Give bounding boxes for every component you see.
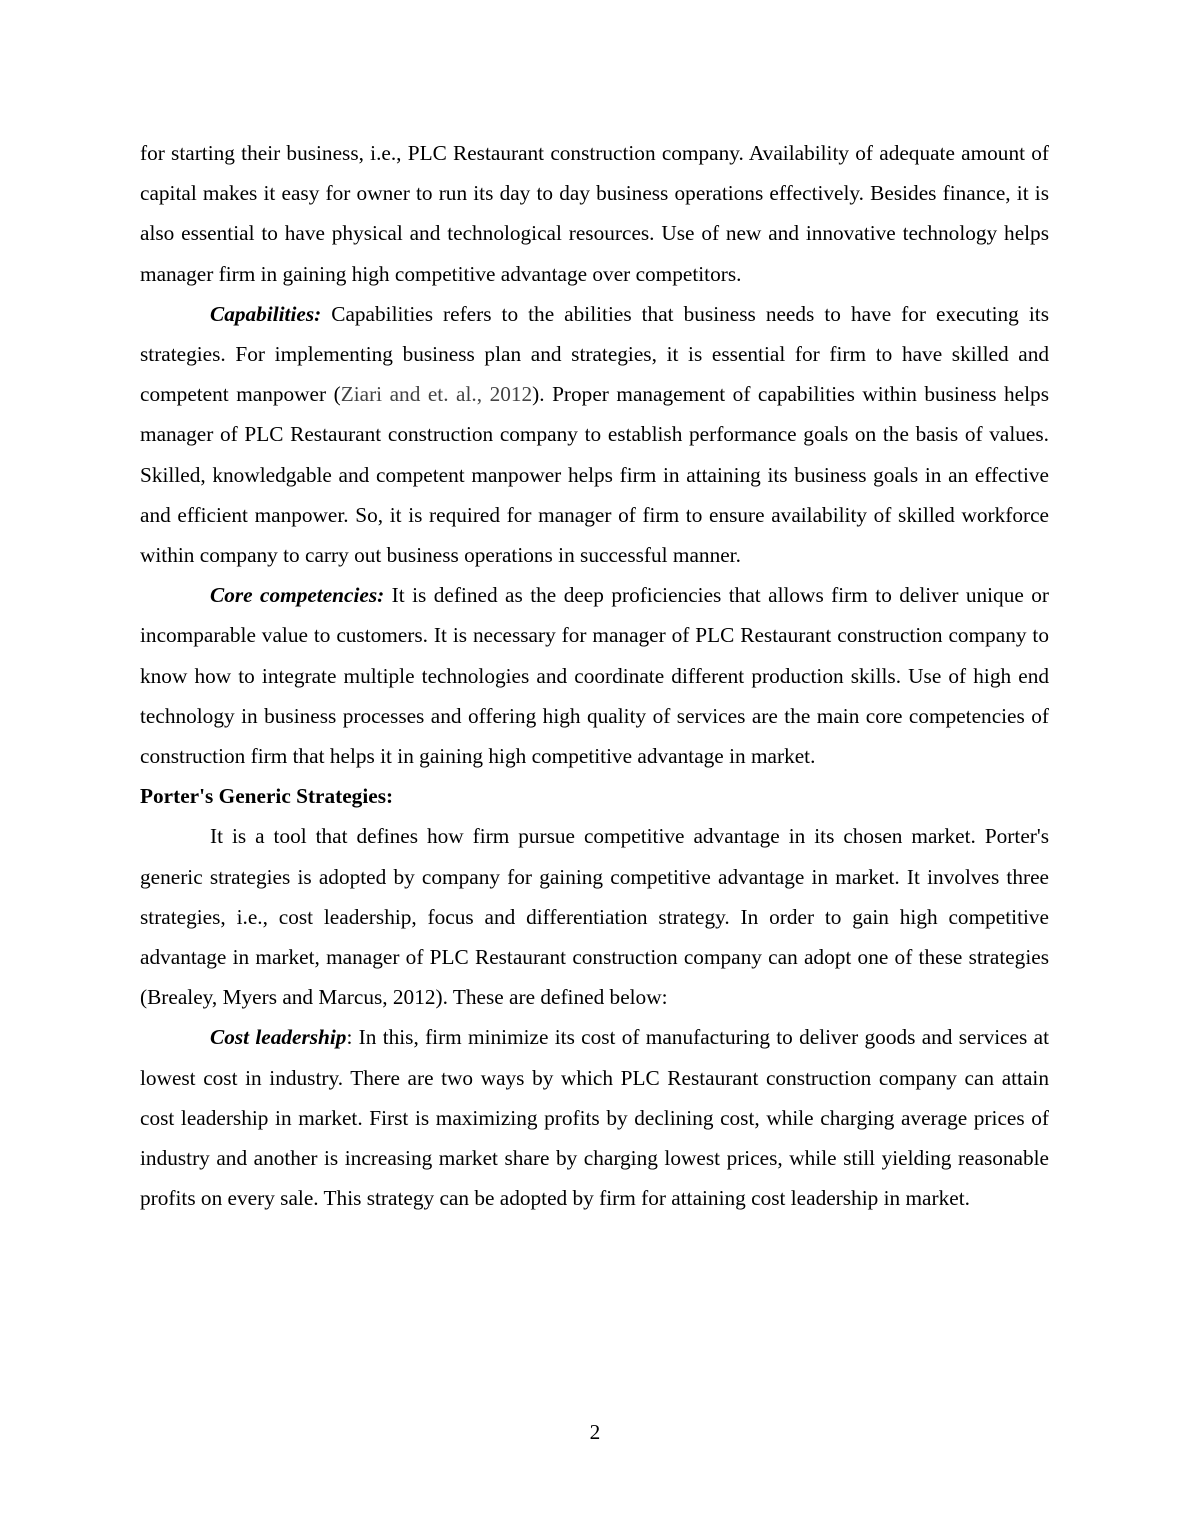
paragraph-core-competencies: [140, 575, 1049, 776]
section-heading-porter: Porter's Generic Strategies:: [140, 784, 394, 809]
paragraph-text: for starting their business, i.e., PLC Restaurant construction company. Availability of adequate amount of capital makes it easy for owner to run its day to day business operations effectively. Besides finance, it is also essential to have physical and technological resources. Use of new and innovative technology helps manager firm in gaining high competitive advantage over competitors.: [140, 141, 1049, 286]
paragraph-text: It is defined as the deep proficiencies that allows firm to deliver unique or incomparable value to customers. It is necessary for manager of PLC Restaurant construction company to know how to integrate multiple technologies and coordinate different production skills. Use of high end technology in business processes and offering high quality of services are the main core competencies of construction firm that helps it in gaining high competitive advantage in market.: [140, 583, 1049, 769]
term-core-competencies: Core competencies:: [210, 583, 385, 608]
page-number: 2: [589, 1420, 601, 1444]
term-capabilities: Capabilities:: [210, 301, 322, 326]
term-cost-leadership: Cost leadership: [210, 1025, 347, 1050]
paragraph-capabilities: [140, 294, 1049, 575]
paragraph-text: Capabilities refers to the abilities that business needs to have for executing its strategies. For implementing business plan and strategies, it is essential for firm to have skilled and competent manpower (: [140, 301, 1049, 407]
paragraph-text: It is a tool that defines how firm pursue competitive advantage in its chosen market. Porter's generic strategies is adopted by company for gaining competitive advantage in market. It involves three strategies, i.e., cost leadership, focus and differentiation strategy. In order to gain high competitive advantage in market, manager of PLC Restaurant construction company can adopt one of these strategies (Brealey, Myers and Marcus, 2012). These are defined below:: [140, 824, 1049, 1010]
paragraph-resources-continued: [140, 133, 1049, 294]
paragraph-cost-leadership: [140, 1017, 1049, 1218]
document-page-body: [140, 133, 1049, 1218]
paragraph-porter-intro: [140, 816, 1049, 1017]
paragraph-text: ). Proper management of capabilities within business helps manager of PLC Restaurant construction company to establish performance goals on the basis of values. Skilled, knowledgable and competent manpower helps firm in attaining its business goals in an effective and efficient manpower. So, it is required for manager of firm to ensure availability of skilled workforce within company to carry out business operations in successful manner.: [140, 382, 1049, 568]
paragraph-text: : In this, firm minimize its cost of manufacturing to deliver goods and services at lowest cost in industry. There are two ways by which PLC Restaurant construction company can attain cost leadership in market. First is maximizing profits by declining cost, while charging average prices of industry and another is increasing market share by charging lowest prices, while still yielding reasonable profits on every sale. This strategy can be adopted by firm for attaining cost leadership in market.: [140, 1025, 1049, 1211]
citation: Ziari and et. al., 2012: [340, 382, 533, 407]
